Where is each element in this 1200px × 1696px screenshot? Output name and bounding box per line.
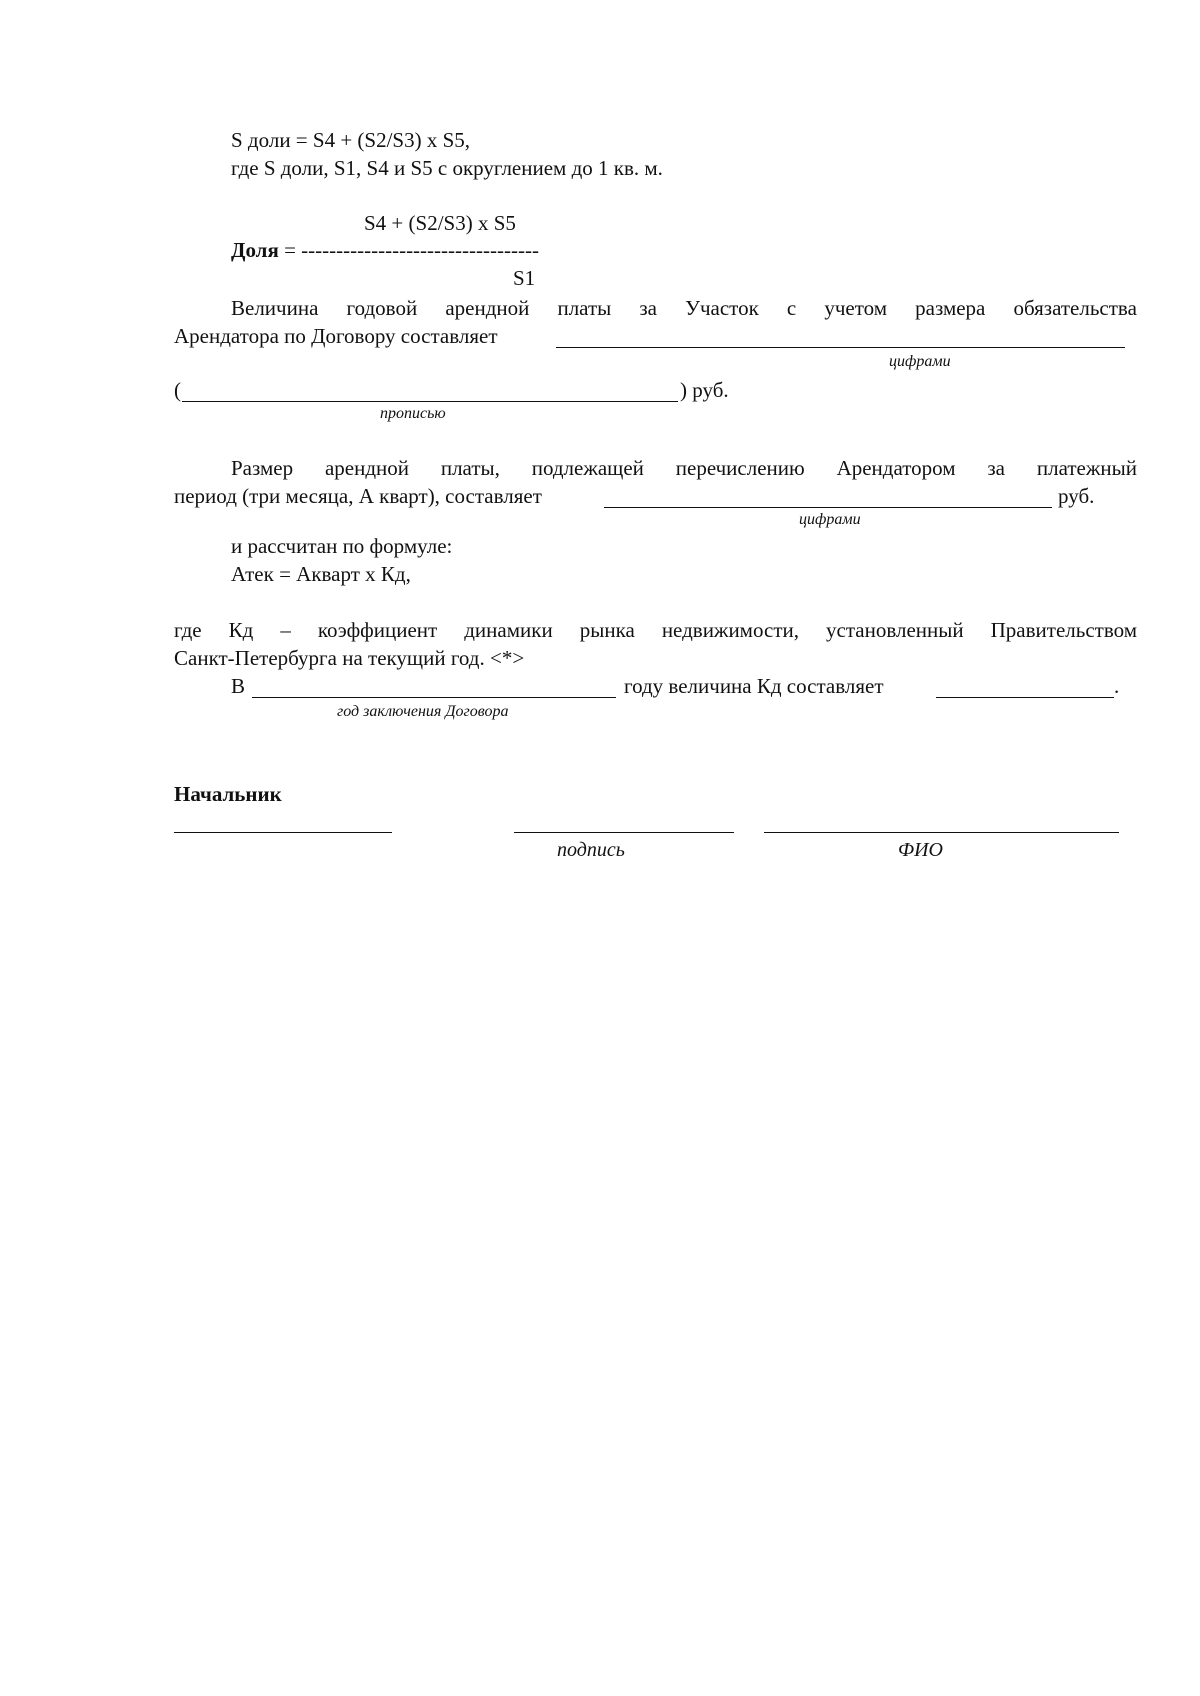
- period-rent-digits-field[interactable]: [604, 507, 1052, 508]
- word: установленный: [826, 618, 964, 642]
- contract-year-field[interactable]: [252, 697, 616, 698]
- word: Размер: [231, 456, 294, 480]
- annual-rent-digits-hint: цифрами: [889, 353, 951, 370]
- word: арендной: [324, 456, 409, 480]
- position-field[interactable]: [174, 832, 392, 833]
- word: рынка: [579, 618, 635, 642]
- word: за: [987, 456, 1006, 480]
- word: годовой: [346, 296, 418, 320]
- period-rent-calc-line: и рассчитан по формуле:: [231, 534, 453, 558]
- word: платежный: [1036, 456, 1137, 480]
- fraction-bar: = ----------------------------------: [284, 238, 539, 262]
- word: платы: [557, 296, 612, 320]
- word: за: [639, 296, 657, 320]
- coefficient-year-prefix: В: [231, 674, 246, 698]
- formula-line-2: где S доли, S1, S4 и S5 с округлением до 1 кв. м.: [231, 156, 663, 180]
- period-rent-formula: Атек = Акварт х Кд,: [231, 562, 411, 586]
- annual-rent-words-hint: прописью: [380, 405, 446, 422]
- word: арендной: [445, 296, 530, 320]
- word: Участок: [685, 296, 759, 320]
- coefficient-line-1: [174, 617, 1137, 643]
- word: Правительством: [990, 618, 1137, 642]
- period-rent-line-1: [231, 455, 1137, 481]
- word: платы,: [440, 456, 500, 480]
- period-rent-currency: руб.: [1058, 484, 1095, 508]
- word: динамики: [464, 618, 553, 642]
- word: обязательства: [1013, 296, 1137, 320]
- annual-rent-open-paren: (: [174, 378, 181, 402]
- coefficient-year-suffix: году величина Кд составляет: [624, 674, 884, 698]
- annual-rent-digits-field[interactable]: [556, 347, 1125, 348]
- annual-rent-close: ) руб.: [680, 378, 729, 402]
- word: размера: [915, 296, 986, 320]
- word: Величина: [231, 296, 319, 320]
- coefficient-value-field[interactable]: [936, 697, 1114, 698]
- fraction-label: Доля: [231, 238, 279, 262]
- word: Арендатором: [836, 456, 956, 480]
- period-rent-line-2: период (три месяца, А кварт), составляет: [174, 484, 542, 508]
- word: учетом: [824, 296, 888, 320]
- full-name-field[interactable]: [764, 832, 1119, 833]
- formula-line-1: S доли = S4 + (S2/S3) x S5,: [231, 128, 471, 152]
- word: недвижимости,: [661, 618, 799, 642]
- word: где: [174, 618, 202, 642]
- word: подлежащей: [531, 456, 644, 480]
- fraction-denominator: S1: [513, 266, 536, 290]
- signature-hint: подпись: [557, 839, 625, 861]
- word: перечислению: [675, 456, 805, 480]
- signature-field[interactable]: [514, 832, 734, 833]
- full-name-hint: ФИО: [898, 839, 943, 861]
- coefficient-line-2: Санкт-Петербурга на текущий год. <*>: [174, 646, 525, 670]
- contract-year-hint: год заключения Договора: [337, 703, 509, 720]
- annual-rent-line-1: [231, 295, 1137, 321]
- word: с: [786, 296, 797, 320]
- annual-rent-line-2: Арендатора по Договору составляет: [174, 324, 498, 348]
- coefficient-end-dot: .: [1114, 674, 1120, 698]
- signature-title: Начальник: [174, 782, 282, 806]
- fraction-row: [231, 237, 539, 263]
- word: Кд: [228, 618, 254, 642]
- period-rent-digits-hint: цифрами: [799, 511, 861, 528]
- fraction-numerator: S4 + (S2/S3) x S5: [364, 211, 516, 235]
- annual-rent-words-field[interactable]: [182, 401, 678, 402]
- word: –: [280, 618, 291, 642]
- word: коэффициент: [317, 618, 438, 642]
